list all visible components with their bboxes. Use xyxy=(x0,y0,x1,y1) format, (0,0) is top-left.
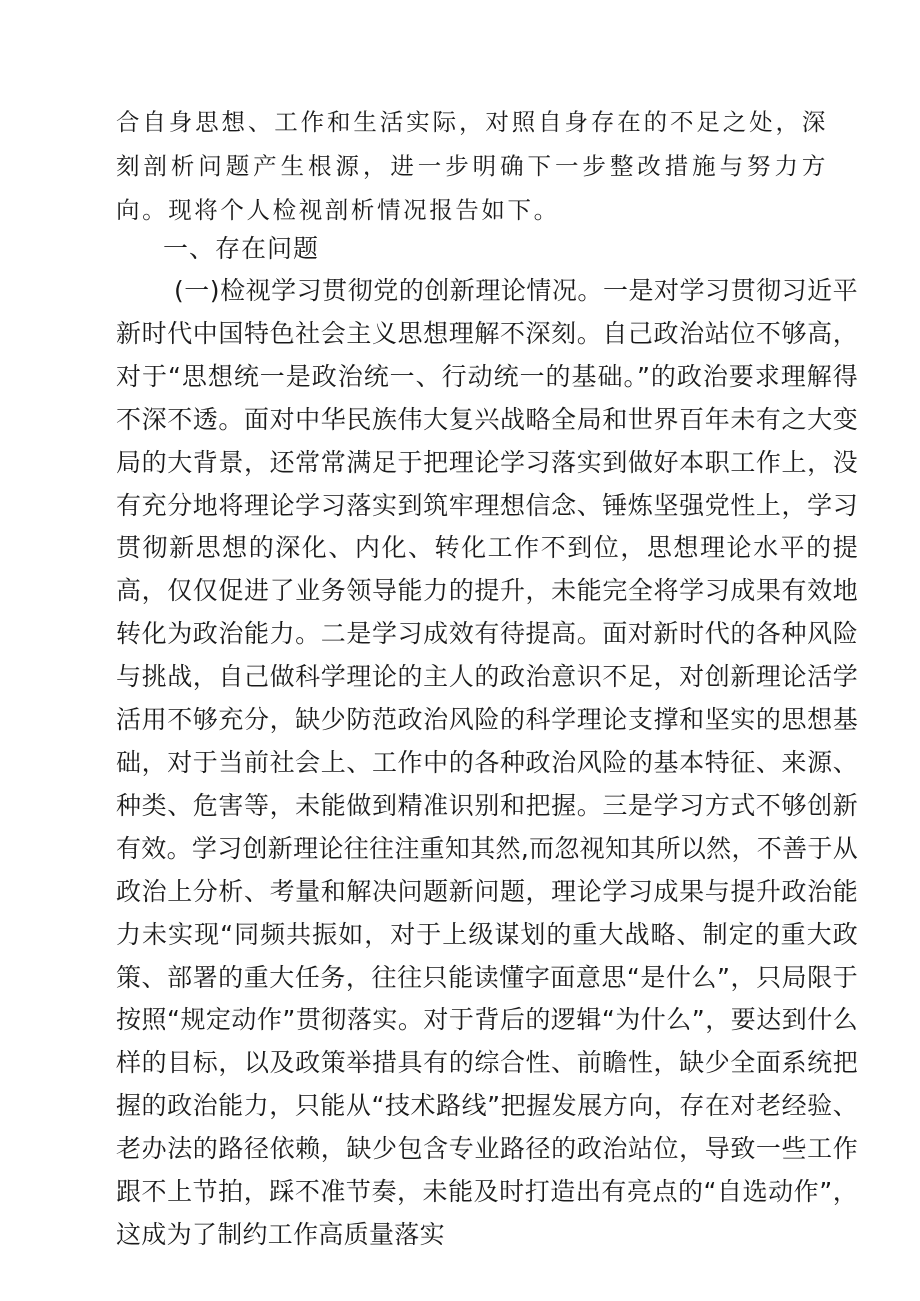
body-paragraph: (一)检视学习贯彻党的创新理论情况。一是对学习贯彻习近平新时代中国特色社会主义思想理解不深刻。自己政治站位不够高，对于“思想统一是政治统一、行动统一的基础。”的政治要求理解得不深不透。面对中华民族伟大复兴战略全局和世界百年未有之大变局的大背景，还常常满足于把理论学习落实到做好本职工作上，没有充分地将理论学习落实到筑牢理想信念、锤炼坚强党性上，学习贯彻新思想的深化、内化、转化工作不到位，思想理论水平的提高，仅仅促进了业务领导能力的提升，未能完全将学习成果有效地转化为政治能力。二是学习成效有待提高。面对新时代的各种风险与挑战，自己做科学理论的主人的政治意识不足，对创新理论活学活用不够充分，缺少防范政治风险的科学理论支撑和坚实的思想基础，对于当前社会上、工作中的各种政治风险的基本特征、来源、种类、危害等，未能做到精准识别和把握。三是学习方式不够创新有效。学习创新理论往往注重知其然,而忽视知其所以然，不善于从政治上分析、考量和解决问题新问题，理论学习成果与提升政治能力未实现“同频共振如，对于上级谋划的重大战略、制定的重大政策、部署的重大任务，往往只能读懂字面意思“是什么”，只局限于按照“规定动作”贯彻落实。对于背后的逻辑“为什么”，要达到什么样的目标，以及政策举措具有的综合性、前瞻性，缺少全面系统把握的政治能力，只能从“技术路线”把握发展方向，存在对老经验、老办法的路径依赖，缺少包含专业路径的政治站位，导致一些工作跟不上节拍，踩不准节奏，未能及时打造出有亮点的“自选动作”，这成为了制约工作高质量落实 xyxy=(116,276,858,1249)
section-heading: 一、存在问题 xyxy=(163,234,320,263)
intro-paragraph: 合自身思想、工作和生活实际，对照自身存在的不足之处，深刻剖析问题产生根源，进一步明确下一步整改措施与努力方向。现将个人检视剖析情况报告如下。 xyxy=(116,108,828,224)
